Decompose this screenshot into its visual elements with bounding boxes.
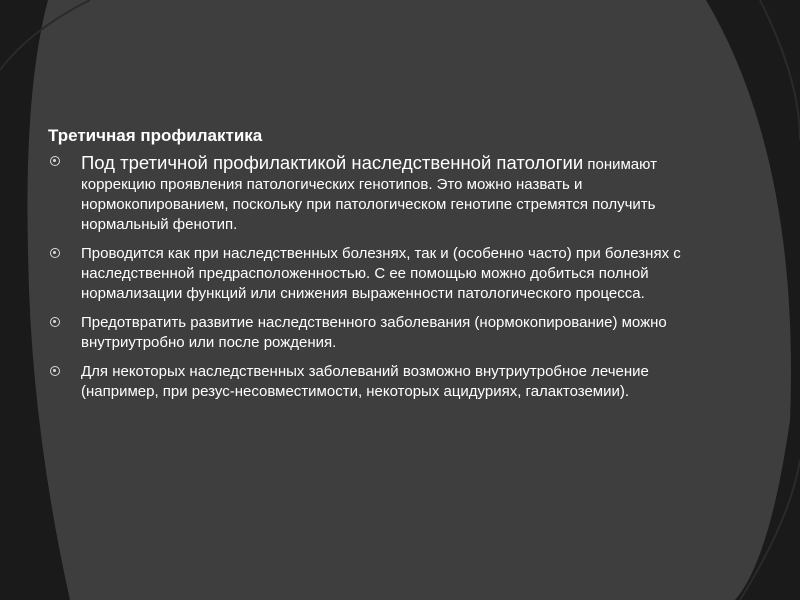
circle-bullet-icon bbox=[50, 366, 60, 376]
item-text: Проводится как при наследственных болезнях, так и (особенно часто) при болезнях с наследственной предрасположенностью. С ее помощью можно добиться полной нормализации функций или снижения выраженности патологического процесса. bbox=[81, 245, 681, 302]
list-item bbox=[48, 362, 708, 402]
list-item bbox=[48, 244, 708, 304]
list-item bbox=[48, 152, 708, 235]
item-text: Предотвратить развитие наследственного заболевания (нормокопирование) можно внутриутробно или после рождения. bbox=[81, 314, 667, 351]
item-text: понимают коррекцию проявления патологических генотипов. Это можно назвать и нормокопированием, поскольку при патологическом генотипе стремятся получить нормальный фенотип. bbox=[81, 156, 657, 233]
circle-bullet-icon bbox=[50, 317, 60, 327]
bullet-list bbox=[48, 152, 708, 402]
slide-content bbox=[48, 126, 708, 411]
circle-bullet-icon bbox=[50, 248, 60, 258]
circle-bullet-icon bbox=[50, 156, 60, 166]
list-item bbox=[48, 313, 708, 353]
slide-title: Третичная профилактика bbox=[48, 126, 263, 145]
item-text: Для некоторых наследственных заболеваний возможно внутриутробное лечение (например, при резус-несовместимости, некоторых ацидуриях, галактоземии). bbox=[81, 363, 649, 400]
item-lead-text: Под третичной профилактикой наследственной патологии bbox=[81, 152, 584, 173]
